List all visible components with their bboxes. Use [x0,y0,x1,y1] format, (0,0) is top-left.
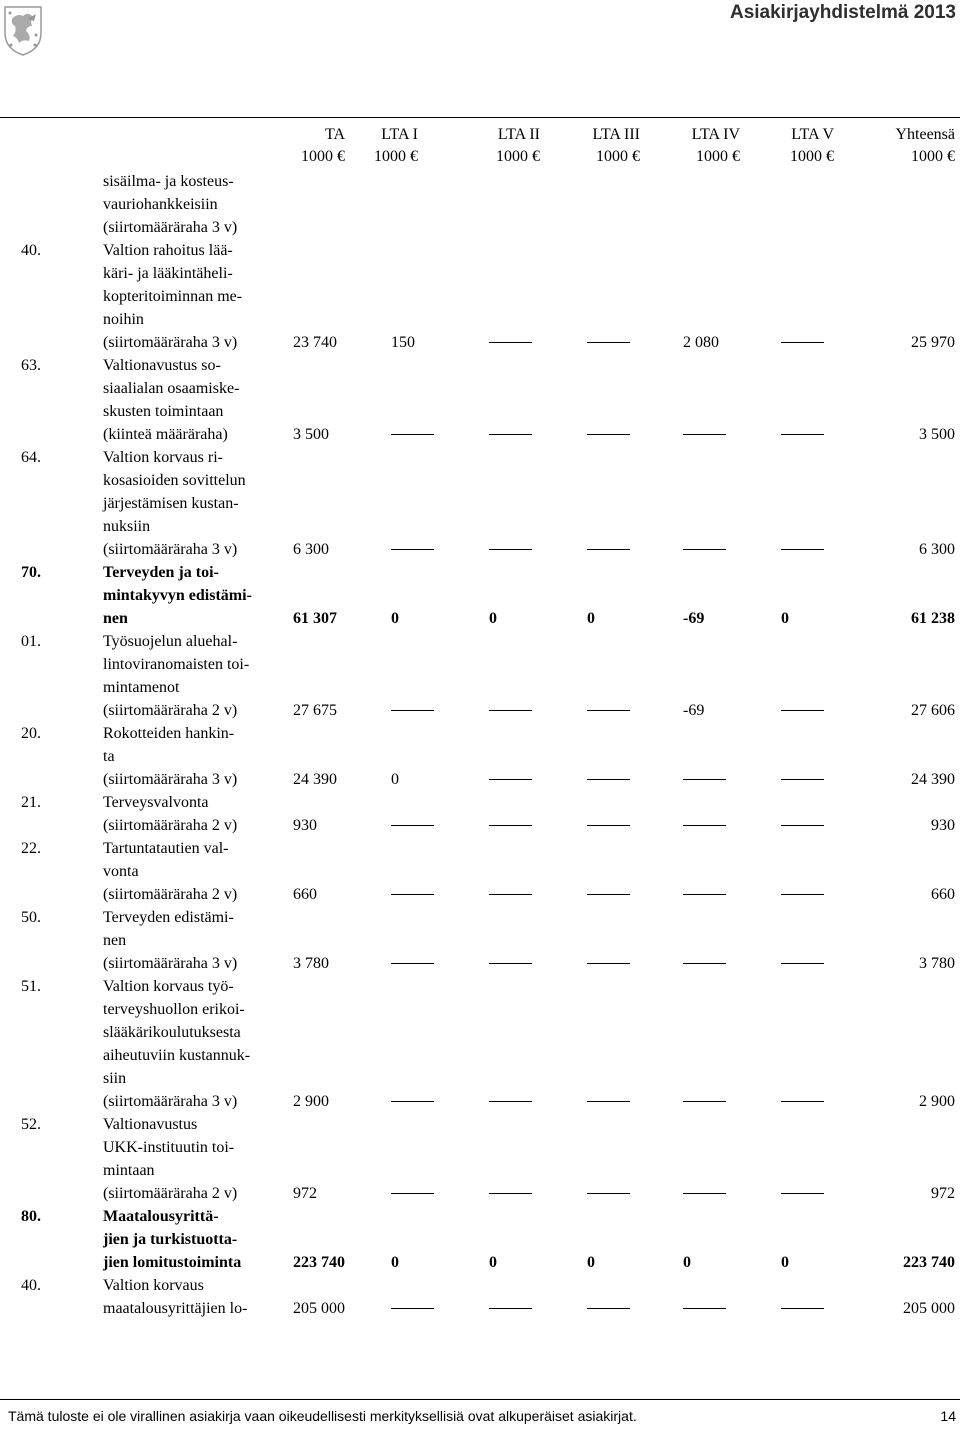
value-cell: 0 [683,1254,691,1271]
dash-line [391,710,434,711]
row-values [0,814,960,837]
empty-dash [391,814,434,837]
row-values [0,607,960,630]
value-cell: 972 [931,1185,955,1202]
value-cell: 61 307 [293,610,337,627]
column-header-6: LTA V [791,126,834,143]
row-number: 64. [21,449,41,466]
dash-line [683,1308,726,1309]
empty-dash [391,1297,434,1320]
table-row [0,446,960,561]
row-label: Tartuntatautien val- vonta (siirtomääräraha 2 v) [103,840,238,903]
dash-line [587,963,630,964]
empty-dash [587,1182,630,1205]
row-label: Valtion rahoitus lää- käri- ja lääkintäheli- kopteritoiminnan me- noihin (siirtomääräraha 3 v) [103,242,243,351]
row-values [0,538,960,561]
dash-line [587,1101,630,1102]
table-row [0,239,960,354]
value-cell: 0 [781,610,789,627]
dash-line [587,342,630,343]
column-header-4: LTA III [592,126,640,143]
empty-dash [489,814,532,837]
row-number: 40. [21,1277,41,1294]
table-row [0,561,960,630]
dash-line [587,549,630,550]
empty-dash [587,699,630,722]
empty-dash [781,952,824,975]
empty-dash [781,1090,824,1113]
dash-line [781,342,824,343]
value-cell: 150 [391,334,415,351]
value-cell: 660 [293,886,317,903]
empty-dash [587,768,630,791]
value-cell: 205 000 [903,1300,955,1317]
row-number: 63. [21,357,41,374]
value-cell: 23 740 [293,334,337,351]
table-row [0,722,960,791]
dash-line [781,434,824,435]
empty-dash [489,331,532,354]
table-row [0,170,960,239]
dash-line [587,825,630,826]
dash-line [781,710,824,711]
dash-line [489,549,532,550]
dash-line [489,1193,532,1194]
dash-line [391,963,434,964]
empty-dash [781,883,824,906]
value-cell: 27 606 [911,702,955,719]
empty-dash [489,952,532,975]
table-row [0,791,960,837]
value-cell: 0 [489,610,497,627]
dash-line [683,1193,726,1194]
header-divider [0,117,960,118]
empty-dash [489,1182,532,1205]
dash-line [781,1101,824,1102]
row-values [0,423,960,446]
row-values [0,1297,960,1320]
dash-line [391,1308,434,1309]
table-row [0,906,960,975]
dash-line [391,1193,434,1194]
value-cell: 0 [489,1254,497,1271]
empty-dash [683,423,726,446]
row-values [0,1251,960,1274]
dash-line [489,779,532,780]
value-cell: 6 300 [919,541,955,558]
value-cell: 27 675 [293,702,337,719]
empty-dash [781,699,824,722]
dash-line [683,894,726,895]
row-label: Työsuojelun aluehal- lintoviranomaisten toi- mintamenot (siirtomääräraha 2 v) [103,633,250,719]
empty-dash [587,883,630,906]
value-cell: 0 [781,1254,789,1271]
dash-line [391,894,434,895]
row-number: 21. [21,794,41,811]
column-unit-1: 1000 € [301,148,345,165]
empty-dash [391,952,434,975]
row-number: 51. [21,978,41,995]
footer-disclaimer: Tämä tuloste ei ole virallinen asiakirja vaan oikeudellisesti merkityksellisiä ovat alkuperäiset asiakirjat. [8,1408,637,1424]
empty-dash [781,1182,824,1205]
column-header-7: Yhteensä [895,126,955,143]
row-label: Terveyden ja toi- mintakyvyn edistämi- nen [103,564,252,627]
value-cell: 25 970 [911,334,955,351]
value-cell: -69 [683,610,705,627]
value-cell: 61 238 [911,610,955,627]
dash-line [391,1101,434,1102]
empty-dash [489,699,532,722]
empty-dash [683,952,726,975]
empty-dash [587,1090,630,1113]
table-row [0,630,960,722]
row-label: Valtion korvaus maatalousyrittäjien lo- [103,1277,248,1317]
empty-dash [781,423,824,446]
column-headers [0,124,960,170]
column-header-2: LTA I [381,126,418,143]
dash-line [391,434,434,435]
row-number: 22. [21,840,41,857]
dash-line [781,894,824,895]
dash-line [489,825,532,826]
row-values [0,883,960,906]
dash-line [587,434,630,435]
empty-dash [489,423,532,446]
empty-dash [489,768,532,791]
row-values [0,1182,960,1205]
dash-line [683,963,726,964]
dash-line [683,779,726,780]
value-cell: -69 [683,702,705,719]
value-cell: 660 [931,886,955,903]
page-header [0,0,960,120]
dash-line [781,825,824,826]
row-values [0,699,960,722]
dash-line [587,894,630,895]
column-unit-5: 1000 € [696,148,740,165]
column-unit-2: 1000 € [374,148,418,165]
row-number: 70. [21,564,41,581]
empty-dash [781,1297,824,1320]
row-label: Terveysvalvonta (siirtomääräraha 2 v) [103,794,238,834]
empty-dash [587,952,630,975]
empty-dash [683,1090,726,1113]
empty-dash [587,331,630,354]
empty-dash [587,423,630,446]
value-cell: 223 740 [293,1254,345,1271]
column-header-5: LTA IV [691,126,740,143]
value-cell: 205 000 [293,1300,345,1317]
dash-line [587,710,630,711]
row-values [0,1090,960,1113]
column-header-1: TA [324,126,345,143]
table-row [0,837,960,906]
row-values [0,216,960,239]
dash-line [489,342,532,343]
dash-line [683,825,726,826]
dash-line [391,549,434,550]
empty-dash [683,538,726,561]
page-footer [8,1408,956,1424]
value-cell: 0 [587,610,595,627]
dash-line [489,710,532,711]
empty-dash [391,699,434,722]
value-cell: 0 [391,1254,399,1271]
table-row [0,1274,960,1320]
table-row [0,354,960,446]
value-cell: 930 [293,817,317,834]
column-unit-4: 1000 € [596,148,640,165]
row-number: 80. [21,1208,41,1225]
value-cell: 930 [931,817,955,834]
value-cell: 24 390 [911,771,955,788]
row-label: Maatalousyrittä- jien ja turkistuotta- jien lomitustoiminta [103,1208,242,1271]
empty-dash [781,538,824,561]
empty-dash [489,1297,532,1320]
column-header-3: LTA II [497,126,540,143]
dash-line [781,549,824,550]
document-title: Asiakirjayhdistelmä 2013 [729,2,956,23]
row-number: 01. [21,633,41,650]
value-cell: 3 500 [293,426,329,443]
value-cell: 0 [587,1254,595,1271]
table-row [0,975,960,1113]
row-number: 20. [21,725,41,742]
row-label: Terveyden edistämi- nen (siirtomääräraha 3 v) [103,909,238,972]
dash-line [781,1193,824,1194]
empty-dash [587,1297,630,1320]
row-number: 40. [21,242,41,259]
value-cell: 3 500 [919,426,955,443]
dash-line [489,1308,532,1309]
dash-line [683,434,726,435]
value-cell: 3 780 [919,955,955,972]
coat-of-arms-icon [3,5,43,57]
row-number: 50. [21,909,41,926]
dash-line [489,1101,532,1102]
table-row [0,1113,960,1205]
empty-dash [683,814,726,837]
value-cell: 223 740 [903,1254,955,1271]
column-unit-6: 1000 € [790,148,834,165]
row-label: Valtionavustus so- siaalialan osaamiske- skusten toimintaan (kiinteä määräraha) [103,357,240,443]
row-values [0,768,960,791]
column-unit-7: 1000 € [911,148,955,165]
row-label: sisäilma- ja kosteus- vauriohankkeisiin (siirtomääräraha 3 v) [103,173,238,236]
value-cell: 2 900 [293,1093,329,1110]
value-cell: 24 390 [293,771,337,788]
empty-dash [391,423,434,446]
empty-dash [391,538,434,561]
row-label: Valtion korvaus työ- terveyshuollon erikoi- slääkärikoulutuksesta aiheutuviin kustannuk- siin (siirtomääräraha 3 v) [103,978,251,1110]
empty-dash [489,1090,532,1113]
empty-dash [683,1297,726,1320]
dash-line [391,825,434,826]
row-label: Valtion korvaus ri- kosasioiden sovittelun järjestämisen kustan- nuksiin (siirtomääräraha 3 v) [103,449,246,558]
dash-line [587,1308,630,1309]
empty-dash [391,1182,434,1205]
column-unit-3: 1000 € [496,148,540,165]
dash-line [489,894,532,895]
row-values [0,331,960,354]
empty-dash [587,538,630,561]
value-cell: 3 780 [293,955,329,972]
table-row [0,1205,960,1274]
empty-dash [489,883,532,906]
empty-dash [587,814,630,837]
dash-line [683,549,726,550]
value-cell: 2 900 [919,1093,955,1110]
empty-dash [683,1182,726,1205]
empty-dash [391,1090,434,1113]
dash-line [489,963,532,964]
dash-line [781,1308,824,1309]
dash-line [587,1193,630,1194]
value-cell: 0 [391,771,399,788]
row-values [0,952,960,975]
dash-line [587,779,630,780]
empty-dash [683,768,726,791]
dash-line [781,963,824,964]
dash-line [781,779,824,780]
empty-dash [781,331,824,354]
footer-divider [0,1399,960,1400]
value-cell: 0 [391,610,399,627]
dash-line [683,1101,726,1102]
empty-dash [683,883,726,906]
empty-dash [781,768,824,791]
value-cell: 6 300 [293,541,329,558]
row-number: 52. [21,1116,41,1133]
row-label: Rokotteiden hankin- ta (siirtomääräraha 3 v) [103,725,238,788]
empty-dash [391,883,434,906]
row-label: Valtionavustus UKK-instituutin toi- mintaan (siirtomääräraha 2 v) [103,1116,238,1202]
empty-dash [489,538,532,561]
dash-line [489,434,532,435]
value-cell: 2 080 [683,334,719,351]
value-cell: 972 [293,1185,317,1202]
budget-table [0,170,960,1320]
empty-dash [781,814,824,837]
page-number: 14 [940,1408,956,1424]
